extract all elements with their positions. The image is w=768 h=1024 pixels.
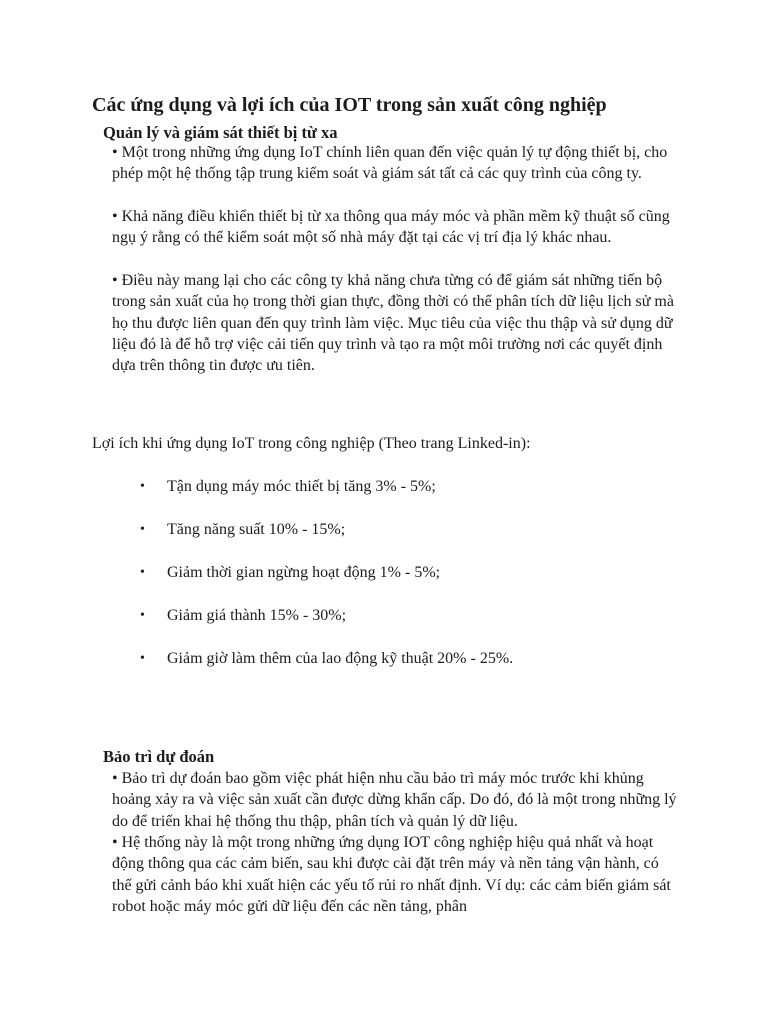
list-item — [140, 605, 513, 627]
paragraph-predictive-maintenance: • Bảo trì dự đoán bao gồm việc phát hiện nhu cầu bảo trì máy móc trước khi khủng hoảng xảy ra và việc sản xuất cần được dừng khẩn cấp. Do đó, đó là một trong những lý do để triển khai hệ thống thu thập, phân tích và quản lý dữ liệu. — [112, 770, 677, 830]
paragraph-remote-control: • Khả năng điều khiển thiết bị từ xa thông qua máy móc và phần mềm kỹ thuật số cũng ngụ ý rằng có thể kiểm soát một số nhà máy đặt tại các vị trí địa lý khác nhau. — [112, 208, 670, 247]
section-heading-remote-management: Quản lý và giám sát thiết bị từ xa — [103, 123, 338, 142]
bullet-icon: • — [140, 608, 145, 623]
list-item — [140, 519, 513, 541]
paragraph-central-management: • Một trong những ứng dụng IoT chính liên quan đến việc quản lý tự động thiết bị, cho phép một hệ thống tập trung kiểm soát và giám sát tất cả các quy trình của công ty. — [112, 144, 668, 183]
paragraph-iot-sensors: • Hệ thống này là một trong những ứng dụng IOT công nghiệp hiệu quả nhất và hoạt động thông qua các cảm biến, sau khi được cài đặt trên máy và nền tảng vận hành, có thể gửi cảnh báo khi xuất hiện các yếu tố rủi ro nhất định. Ví dụ: các cảm biến giám sát robot hoặc máy móc gửi dữ liệu đến các nền tảng, phân — [112, 834, 671, 915]
benefits-intro: Lợi ích khi ứng dụng IoT trong công nghiệp (Theo trang Linked-in): — [92, 435, 531, 452]
list-item — [140, 562, 513, 584]
paragraph-realtime-monitoring: • Điều này mang lại cho các công ty khả năng chưa từng có để giám sát những tiến bộ trong sản xuất của họ trong thời gian thực, đồng thời có thể phân tích dữ liệu lịch sử mà họ thu được liên quan đến quy trình làm việc. Mục tiêu của việc thu thập và sử dụng dữ liệu đó là để hỗ trợ việc cải tiến quy trình và tạo ra một môi trường nơi các quyết định dựa trên thông tin được ưu tiên. — [112, 272, 674, 375]
benefit-text: Giảm giá thành 15% - 30%; — [167, 607, 347, 624]
benefit-text: Giảm thời gian ngừng hoạt động 1% - 5%; — [167, 564, 441, 581]
bullet-icon: • — [140, 479, 145, 494]
list-item — [140, 476, 513, 498]
benefit-text: Tăng năng suất 10% - 15%; — [167, 521, 346, 538]
list-item — [140, 648, 513, 670]
benefit-text: Tận dụng máy móc thiết bị tăng 3% - 5%; — [167, 478, 436, 495]
bullet-icon: • — [140, 565, 145, 580]
bullet-icon: • — [140, 522, 145, 537]
section-heading-predictive-maintenance: Bảo trì dự đoán — [103, 747, 215, 766]
benefits-list — [140, 476, 513, 691]
document-title: Các ứng dụng và lợi ích của IOT trong sản xuất công nghiệp — [92, 94, 607, 116]
bullet-icon: • — [140, 651, 145, 666]
benefit-text: Giảm giờ làm thêm của lao động kỹ thuật 20% - 25%. — [167, 650, 514, 667]
